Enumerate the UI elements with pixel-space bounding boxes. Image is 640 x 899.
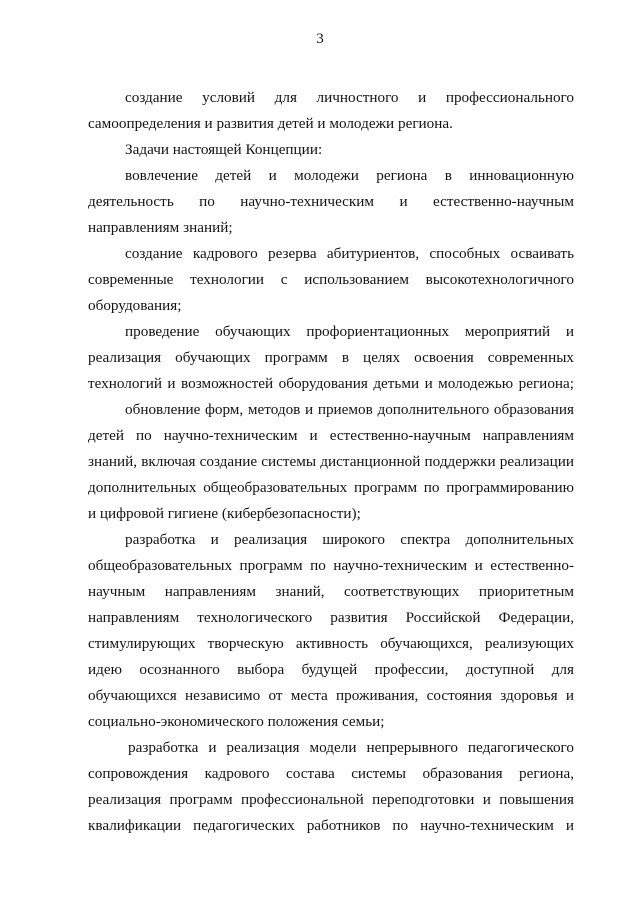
paragraph-line: знаний, включая создание системы дистанционной поддержки реализации	[88, 453, 574, 470]
paragraph-line: реализация обучающих программ в целях освоения современных	[88, 349, 574, 366]
paragraph-line: разработка и реализация широкого спектра дополнительных	[125, 531, 574, 548]
paragraph-line: современные технологии с использованием высокотехнологичного	[88, 271, 574, 288]
paragraph-line: идею осознанного выбора будущей профессии, доступной для	[88, 661, 574, 678]
section-heading: Задачи настоящей Концепции:	[125, 141, 323, 158]
paragraph-line: стимулирующих творческую активность обучающихся, реализующих	[88, 635, 574, 652]
paragraph-line: квалификации педагогических работников по научно-техническим и	[88, 817, 574, 834]
paragraph-line: направлениям знаний;	[88, 219, 233, 236]
paragraph-line: реализация программ профессиональной переподготовки и повышения	[88, 791, 574, 808]
page-number: 3	[316, 31, 324, 47]
paragraph-line: технологий и возможностей оборудования детьми и молодежью региона;	[88, 375, 574, 392]
paragraph-line: создание кадрового резерва абитуриентов, способных осваивать	[125, 245, 574, 262]
paragraph-line: разработка и реализация модели непрерывного педагогического	[128, 739, 574, 756]
paragraph-line: обучающихся независимо от места проживания, состояния здоровья и	[88, 687, 574, 704]
paragraph-line: деятельность по научно-техническим и естественно-научным	[88, 193, 574, 210]
paragraph-line: детей по научно-техническим и естественно-научным направлениям	[88, 427, 574, 444]
paragraph-line: сопровождения кадрового состава системы образования региона,	[88, 765, 574, 782]
paragraph-line: самоопределения и развития детей и молодежи региона.	[88, 115, 453, 132]
paragraph-line: общеобразовательных программ по научно-техническим и естественно-	[88, 557, 574, 574]
paragraph-line: проведение обучающих профориентационных мероприятий и	[125, 323, 574, 340]
paragraph-line: социально-экономического положения семьи;	[88, 713, 385, 730]
paragraph-line: вовлечение детей и молодежи региона в инновационную	[125, 167, 574, 184]
paragraph-line: направлениям технологического развития Российской Федерации,	[88, 609, 574, 626]
paragraph-line: обновление форм, методов и приемов дополнительного образования	[125, 401, 574, 418]
paragraph-line: создание условий для личностного и профессионального	[125, 89, 574, 106]
paragraph-line: дополнительных общеобразовательных программ по программированию	[88, 479, 574, 496]
paragraph-line: и цифровой гигиене (кибербезопасности);	[88, 505, 361, 522]
paragraph-line: научным направлениям знаний, соответствующих приоритетным	[88, 583, 574, 600]
paragraph-line: оборудования;	[88, 297, 182, 314]
